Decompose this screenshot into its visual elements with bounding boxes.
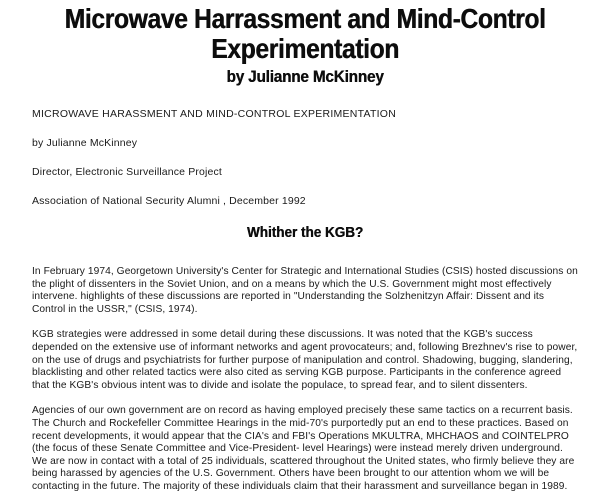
- body-paragraph-1: In February 1974, Georgetown University's Center for Strategic and International Studies (CSIS) hosted discussions on the plight of dissenters in the Soviet Union, and on a means by which the U.S. Government might most effectively intervene. highlights of these discussions are reported in "Understanding the Solzhenitzyn Affair: Dissent and its Control in the USSR," (CSIS, 1974).: [32, 266, 578, 315]
- front-matter-title: MICROWAVE HARASSMENT AND MIND-CONTROL EXPERIMENTATION: [32, 108, 397, 120]
- document-body: [0, 266, 610, 494]
- section-heading-whither-the-kgb: Whither the KGB?: [246, 224, 364, 241]
- front-matter-role: Director, Electronic Surveillance Project: [32, 166, 222, 178]
- front-matter-author: by Julianne McKinney: [32, 137, 138, 149]
- document-title-line-2: Experimentation: [211, 33, 399, 64]
- front-matter-block: [0, 108, 610, 208]
- front-matter-publisher: Association of National Security Alumni , December 1992: [32, 195, 306, 207]
- body-paragraph-3: Agencies of our own government are on record as having employed precisely these same tactics on a recurrent basis. The Church and Rockefeller Committee Hearings in the mid-70's purportedly put an end to these practices. Based on recent developments, it would appear that the CIA's and FBI's Operations MKULTRA, MHCHAOS and COINTELPRO (the focus of these Senate Committee and Vice-President- level Hearings) were instead merely driven underground. We are now in contact with a total of 25 individuals, scattered throughout the United states, who firmly believe they are being harassed by agencies of the U.S. Government. Others have been brought to our attention whom we will be contacting in the future. The majority of these individuals claim that their harassment and surveillance began in 1989.: [32, 405, 575, 492]
- document-title-byline: by Julianne McKinney: [226, 67, 384, 86]
- document-masthead: [0, 0, 610, 88]
- document-title-line-1: Microwave Harrassment and Mind-Control: [64, 3, 546, 34]
- body-paragraph-2: KGB strategies were addressed in some detail during these discussions. It was noted that the KGB's success depended on the extensive use of informant networks and agent provocateurs; and, following Brezhnev's rise to power, on the use of drugs and psychiatrists for further purpose of manipulation and control. Shadowing, bugging, slandering, blacklisting and other related tactics were also cited as serving KGB purpose. Participants in the conference agreed that the KGB's obvious intent was to divide and isolate the populace, to spread fear, and to silent dissenters.: [32, 329, 578, 391]
